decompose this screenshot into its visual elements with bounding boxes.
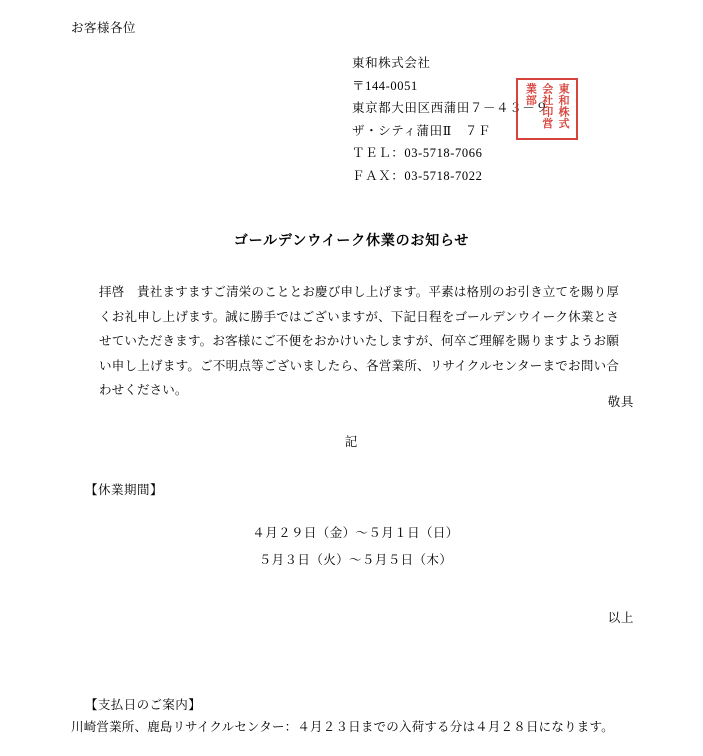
sender-postal-code: 〒144-0051 [352, 78, 418, 93]
seal-column-2: 会社印営 [540, 83, 554, 129]
seal-column-1: 東和株式 [557, 83, 571, 129]
sender-address-line-2: ザ・シティ蒲田Ⅱ ７Ｆ [352, 123, 492, 138]
seal-column-3: 業部 [524, 83, 538, 106]
page-title: ゴールデンウイーク休業のお知らせ [233, 233, 470, 249]
holiday-dates [0, 520, 703, 574]
closing-salutation: 敬具 [607, 395, 634, 409]
body-paragraph: 拝啓 貴社ますますご清栄のこととお慶び申し上げます。平素は格別のお引き立てを賜り厚くお礼申し上げます。誠に勝手ではございますが、下記日程をゴールデンウイーク休業とさせていただきます。お客様にご不便をおかけいたしますが、何卒ご理解を賜りますようお願い申し上げます。ご不明点等ございましたら、各営業所、リサイクルセンターまでお問い合わせください。 [99, 285, 619, 397]
holiday-date-1: ４月２９日（金）～５月１日（日） [252, 526, 459, 540]
end-mark: 以上 [607, 611, 634, 625]
company-seal-stamp [516, 78, 578, 140]
ki-mark: 記 [344, 435, 359, 449]
sender-fax: ＦＡＸ：03-5718-7022 [352, 168, 483, 183]
payment-info-heading: 【支払日のご案内】 [85, 698, 202, 712]
holiday-period-heading: 【休業期間】 [85, 483, 164, 497]
addressee: お客様各位 [71, 21, 137, 35]
sender-tel: ＴＥＬ：03-5718-7066 [352, 146, 483, 160]
payment-info-line: 川崎営業所、鹿島リサイクルセンター：４月２３日までの入荷する分は４月２８日になります。 [71, 720, 614, 734]
holiday-date-2: ５月３日（火）～５月５日（木） [258, 553, 453, 567]
sender-company: 東和株式会社 [352, 56, 431, 70]
sender-address-line-1: 東京都大田区西蒲田７－４３－９ [352, 101, 549, 115]
body-text [99, 280, 619, 403]
